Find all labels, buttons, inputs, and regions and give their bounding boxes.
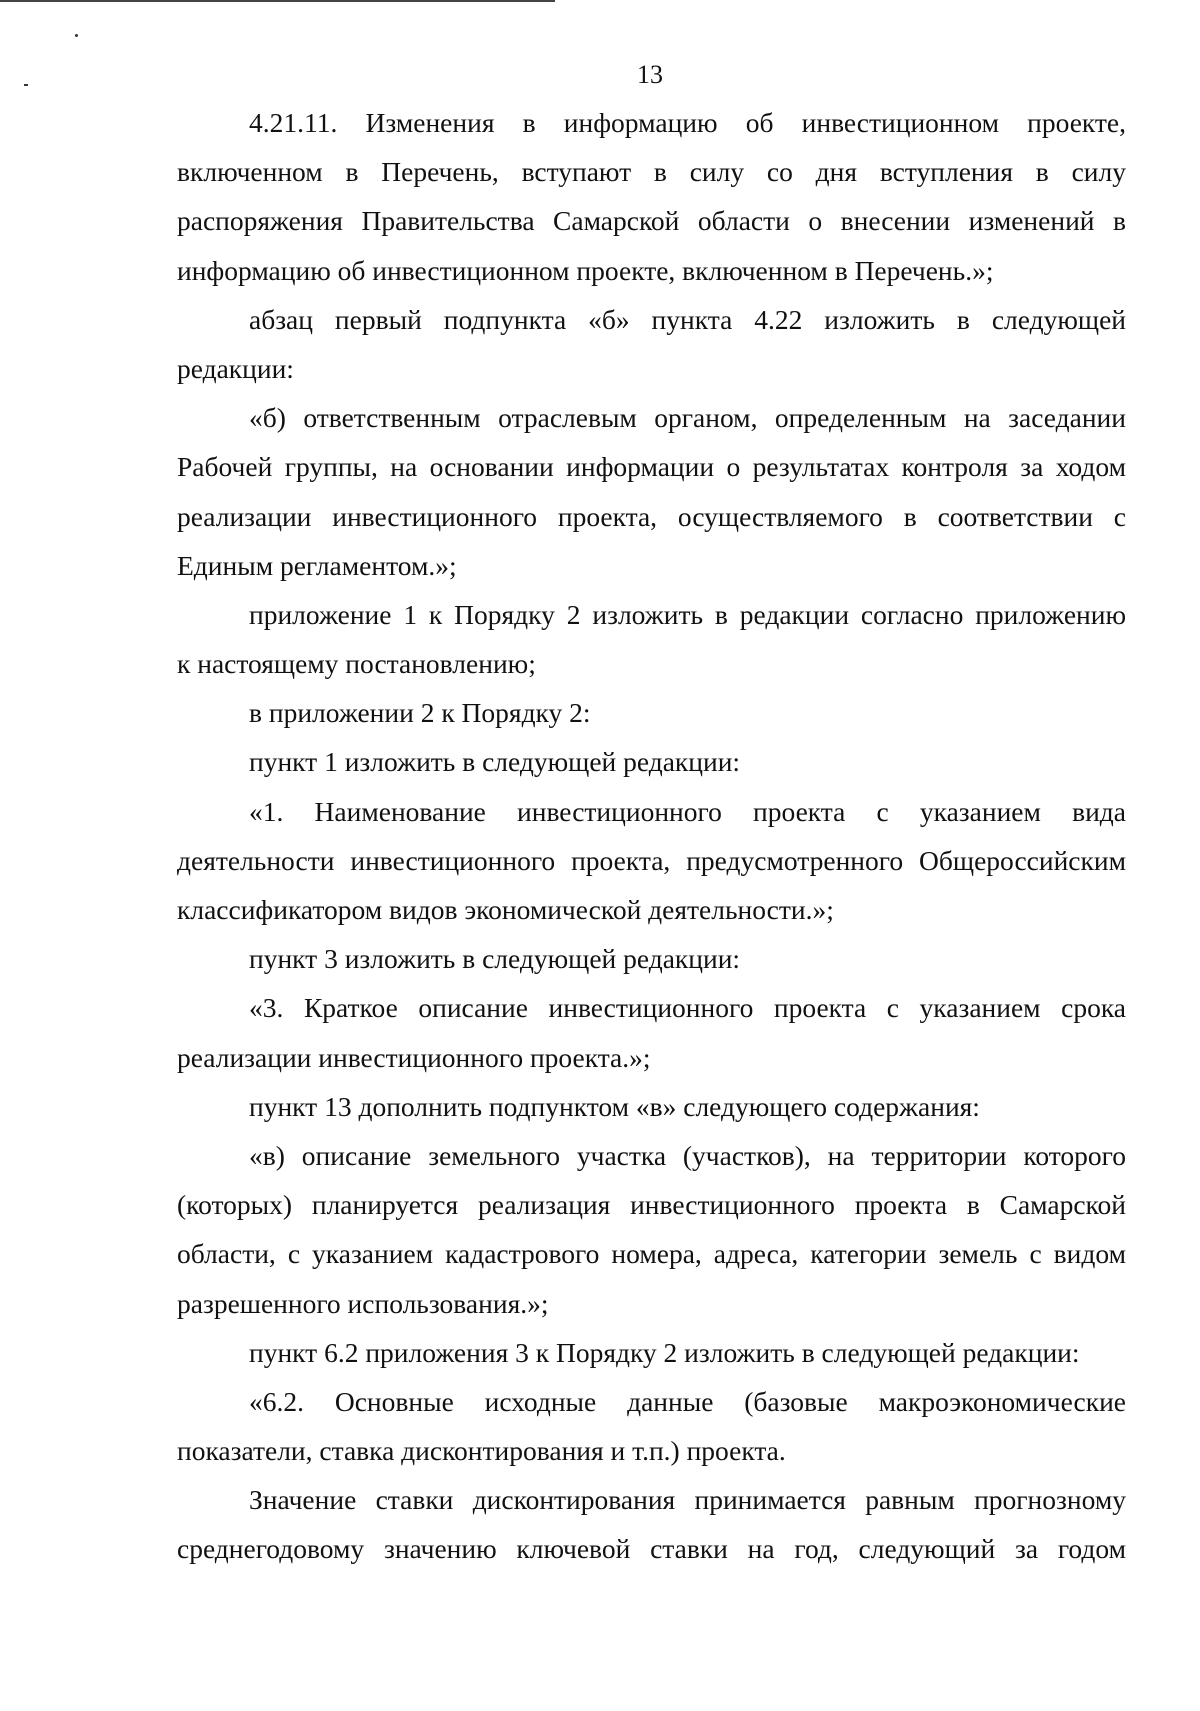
text-line: абзац первый подпункта «б» пункта 4.22 изложить в следующей (249, 303, 1126, 335)
paragraph (177, 688, 1126, 737)
paragraph (177, 1328, 1126, 1377)
text-line: включенном в Перечень, вступают в силу со дня вступления в силу (177, 156, 1126, 188)
text-line: деятельности инвестиционного проекта, предусмотренного Общероссийским (177, 844, 1126, 876)
text-line: области, с указанием кадастрового номера, адреса, категории земель с видом (177, 1238, 1126, 1270)
text-line: «в) описание земельного участка (участков), на территории которого (249, 1139, 1126, 1171)
text-line: реализации инвестиционного проекта.»; (177, 1041, 651, 1073)
text-line: среднегодовому значению ключевой ставки на год, следующий за годом (177, 1533, 1126, 1565)
text-line: Единым регламентом.»; (177, 549, 457, 581)
text-line: пункт 6.2 приложения 3 к Порядку 2 изложить в следующей редакции: (249, 1336, 1080, 1368)
text-line: Рабочей группы, на основании информации о результатах контроля за ходом (177, 451, 1126, 483)
text-line: распоряжения Правительства Самарской области о внесении изменений в (177, 205, 1126, 237)
paragraph (177, 393, 1126, 590)
text-line: показатели, ставка дисконтирования и т.п.) проекта. (177, 1435, 786, 1467)
paragraph (177, 737, 1126, 786)
text-line: разрешенного использования.»; (177, 1287, 549, 1319)
paragraph (177, 983, 1126, 1081)
text-line: «б) ответственным отраслевым органом, определенным на заседании (249, 402, 1126, 434)
paragraph (177, 787, 1126, 935)
text-line: классификатором видов экономической деятельности.»; (177, 894, 834, 925)
text-line: Значение ставки дисконтирования принимается равным прогнозному (249, 1484, 1126, 1516)
text-line: «1. Наименование инвестиционного проекта с указанием вида (249, 795, 1126, 827)
text-line: «3. Краткое описание инвестиционного проекта с указанием срока (249, 992, 1126, 1024)
text-line: информацию об инвестиционном проекте, включенном в Перечень.»; (177, 254, 994, 286)
paragraph (177, 1475, 1126, 1573)
text-line: приложение 1 к Порядку 2 изложить в редакции согласно приложению (249, 598, 1126, 630)
paragraph (177, 934, 1126, 983)
page-number: 13 (637, 60, 663, 89)
text-line: (которых) планируется реализация инвестиционного проекта в Самарской (177, 1189, 1126, 1221)
text-line: пункт 13 дополнить подпунктом «в» следующего содержания: (249, 1090, 980, 1122)
scan-edge-line (0, 0, 555, 2)
scan-speck (75, 34, 78, 37)
text-line: реализации инвестиционного проекта, осуществляемого в соответствии с (177, 500, 1126, 532)
paragraph (177, 1377, 1126, 1475)
paragraph (177, 295, 1126, 393)
text-line: пункт 1 изложить в следующей редакции: (249, 746, 741, 778)
text-line: пункт 3 изложить в следующей редакции: (249, 943, 741, 975)
text-line: «6.2. Основные исходные данные (базовые макроэкономические (249, 1385, 1126, 1417)
paragraph (177, 1131, 1126, 1328)
text-line: в приложении 2 к Порядку 2: (249, 697, 591, 729)
text-line: 4.21.11. Изменения в информацию об инвестиционном проекте, (249, 107, 1126, 138)
paragraph (177, 98, 1126, 295)
document-body (177, 98, 1126, 1574)
paragraph (177, 1082, 1126, 1131)
text-line: к настоящему постановлению; (177, 648, 536, 680)
paragraph (177, 590, 1126, 688)
text-line: редакции: (177, 352, 294, 384)
